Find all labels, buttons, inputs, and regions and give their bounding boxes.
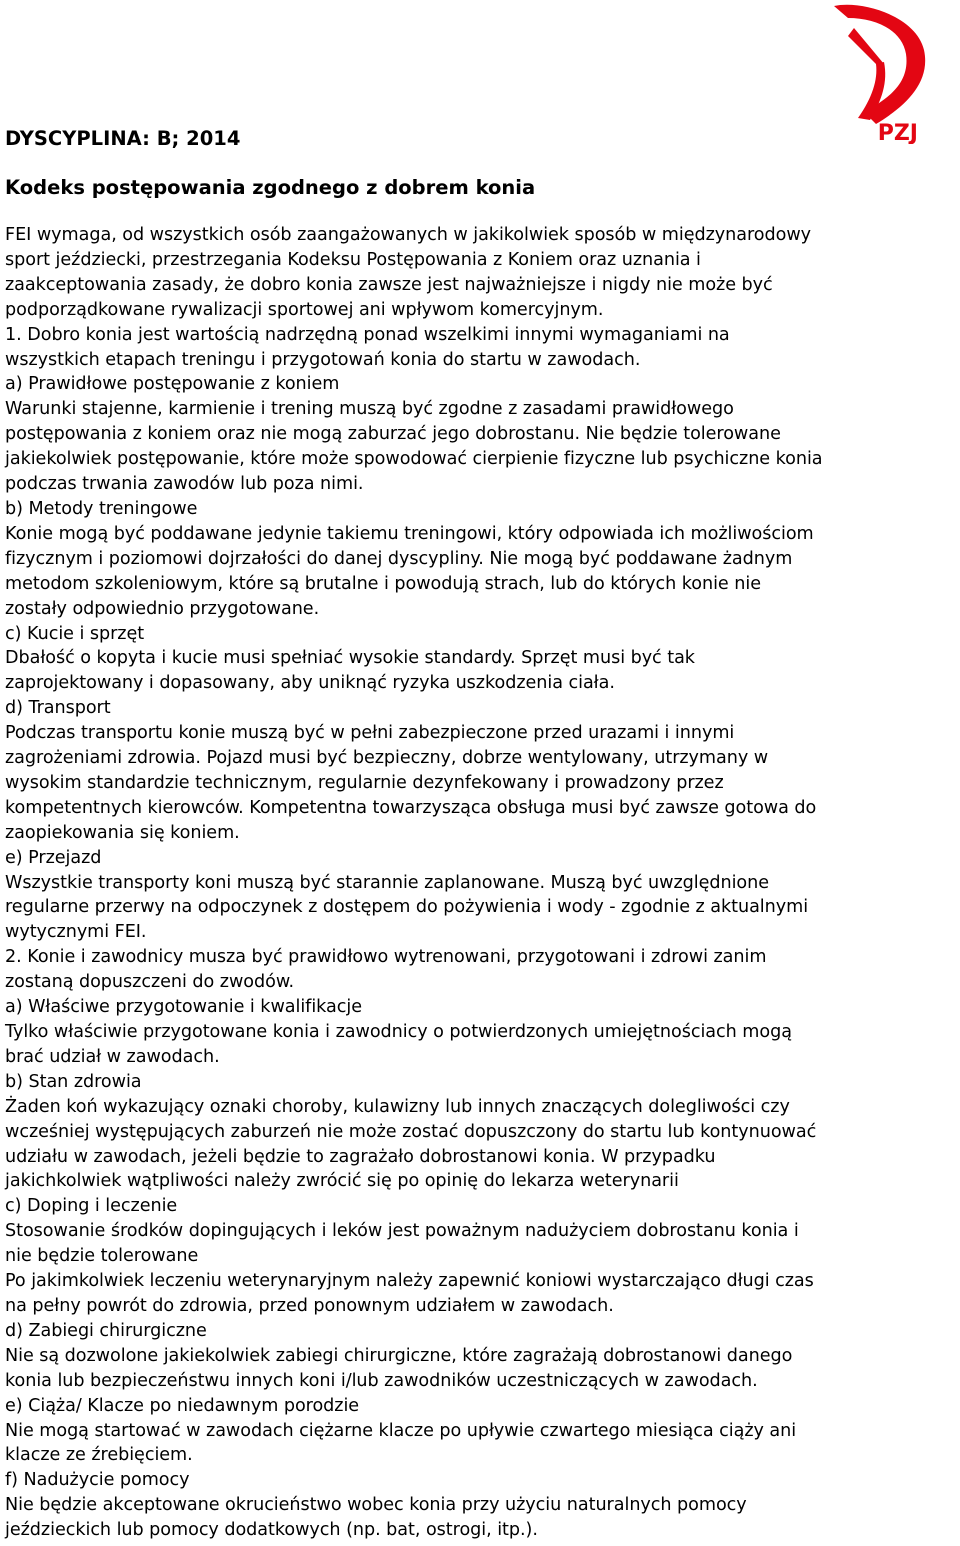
text-line: sport jeździecki, przestrzegania Kodeksu Postępowania z Koniem oraz uznania i [5, 249, 701, 270]
text-line: e) Ciąża/ Klacze po niedawnym porodzie [5, 1395, 360, 1416]
text-line: wytycznymi FEI. [5, 922, 147, 943]
text-line: brać udział w zawodach. [5, 1046, 220, 1067]
text-line: zagrożeniami zdrowia. Pojazd musi być bezpieczny, dobrze wentylowany, utrzymany w [5, 748, 769, 769]
text-line: fizycznym i poziomowi dojrzałości do danej dyscypliny. Nie mogą być poddawane żadnym [5, 548, 793, 569]
text-line: metodom szkoleniowym, które są brutalne i powodują strach, lub do których konie nie [5, 573, 761, 594]
text-line: f) Nadużycie pomocy [5, 1470, 190, 1491]
text-line: zaopiekowania się koniem. [5, 822, 240, 843]
text-line: Warunki stajenne, karmienie i trening muszą być zgodne z zasadami prawidłowego [5, 399, 734, 420]
text-line: wcześniej występujących zaburzeń nie może zostać dopuszczony do startu lub kontynuować [5, 1121, 817, 1142]
text-line: Wszystkie transporty koni muszą być starannie zaplanowane. Muszą być uwzględnione [5, 872, 770, 893]
text-line: Żaden koń wykazujący oznaki choroby, kulawizny lub innych znaczących dolegliwości czy [5, 1096, 790, 1117]
text-line: konia lub bezpieczeństwu innych koni i/lub zawodników uczestniczących w zawodach. [5, 1370, 758, 1391]
text-line: a) Właściwe przygotowanie i kwalifikacje [5, 997, 362, 1018]
text-line: Tylko właściwie przygotowane konia i zawodnicy o potwierdzonych umiejętnościach mogą [5, 1022, 792, 1042]
text-line: FEI wymaga, od wszystkich osób zaangażowanych w jakikolwiek sposób w międzynarodowy [5, 225, 812, 245]
text-line: b) Metody treningowe [5, 498, 198, 519]
text-line: postępowania z koniem oraz nie mogą zaburzać jego dobrostanu. Nie będzie tolerowane [5, 424, 781, 445]
text-line: wszystkich etapach treningu i przygotowań konia do startu w zawodach. [5, 349, 641, 370]
text-line: Dbałość o kopyta i kucie musi spełniać wysokie standardy. Sprzęt musi być tak [5, 648, 695, 669]
text-line: Nie mogą startować w zawodach ciężarne klacze po upływie czwartego miesiąca ciąży ani [5, 1420, 797, 1441]
text-line: Nie są dozwolone jakiekolwiek zabiegi chirurgiczne, które zagrażają dobrostanowi danego [5, 1345, 793, 1366]
text-line: jakichkolwiek wątpliwości należy zwrócić się po opinię do lekarza weterynarii [5, 1171, 679, 1192]
pzj-logo-icon [818, 2, 936, 144]
document-subtitle: Kodeks postępowania zgodnego z dobrem konia [5, 176, 536, 199]
document-title: DYSCYPLINA: B; 2014 [5, 127, 241, 150]
text-line: na pełny powrót do zdrowia, przed ponownym udziałem w zawodach. [5, 1295, 614, 1316]
text-line: Po jakimkolwiek leczeniu weterynaryjnym należy zapewnić koniowi wystarczająco długi czas [5, 1271, 814, 1292]
text-line: zostały odpowiednio przygotowane. [5, 598, 320, 619]
text-line: regularne przerwy na odpoczynek z dostępem do pożywienia i wody - zgodnie z aktualnymi [5, 897, 809, 918]
text-line: wysokim standardzie technicznym, regularnie dezynfekowany i prowadzony przez [5, 772, 724, 793]
text-line: 1. Dobro konia jest wartością nadrzędną ponad wszelkimi innymi wymaganiami na [5, 324, 730, 345]
text-line: Nie będzie akceptowane okrucieństwo wobec konia przy użyciu naturalnych pomocy [5, 1495, 747, 1516]
text-line: nie będzie tolerowane [5, 1246, 199, 1267]
text-line: c) Kucie i sprzęt [5, 623, 145, 644]
text-line: klacze ze źrebięciem. [5, 1445, 193, 1466]
text-line: udziału w zawodach, jeżeli będzie to zagrażało dobrostanowi konia. W przypadku [5, 1146, 716, 1167]
text-line: Stosowanie środków dopingujących i leków jest poważnym nadużyciem dobrostanu konia i [5, 1221, 799, 1242]
text-line: d) Zabiegi chirurgiczne [5, 1320, 207, 1341]
text-line: jakiekolwiek postępowanie, które może spowodować cierpienie fizyczne lub psychiczne konia [5, 449, 823, 470]
pzj-logo [818, 2, 936, 144]
logo-text: PZJ [877, 121, 918, 144]
text-line: zaakceptowania zasady, że dobro konia zawsze jest najważniejsze i nigdy nie może być [5, 274, 773, 295]
text-line: b) Stan zdrowia [5, 1071, 142, 1092]
text-line: d) Transport [5, 698, 111, 719]
text-line: podporządkowane rywalizacji sportowej ani wpływom komercyjnym. [5, 299, 604, 320]
text-line: kompetentnych kierowców. Kompetentna towarzysząca obsługa musi być zawsze gotowa do [5, 797, 817, 818]
document-body [5, 223, 960, 1543]
text-line: e) Przejazd [5, 847, 102, 868]
text-line: jeździeckich lub pomocy dodatkowych (np. bat, ostrogi, itp.). [5, 1520, 538, 1541]
text-line: Podczas transportu konie muszą być w pełni zabezpieczone przed urazami i innymi [5, 723, 735, 744]
text-line: podczas trwania zawodów lub poza nimi. [5, 474, 364, 495]
text-line: c) Doping i leczenie [5, 1196, 178, 1217]
text-line: Konie mogą być poddawane jedynie takiemu treningowi, który odpowiada ich możliwościom [5, 523, 814, 544]
text-line: zaprojektowany i dopasowany, aby uniknąć ryzyka uszkodzenia ciała. [5, 673, 615, 694]
text-line: 2. Konie i zawodnicy musza być prawidłowo wytrenowani, przygotowani i zdrowi zanim [5, 947, 767, 968]
text-line: a) Prawidłowe postępowanie z koniem [5, 374, 340, 395]
text-line: zostaną dopuszczeni do zwodów. [5, 972, 295, 993]
